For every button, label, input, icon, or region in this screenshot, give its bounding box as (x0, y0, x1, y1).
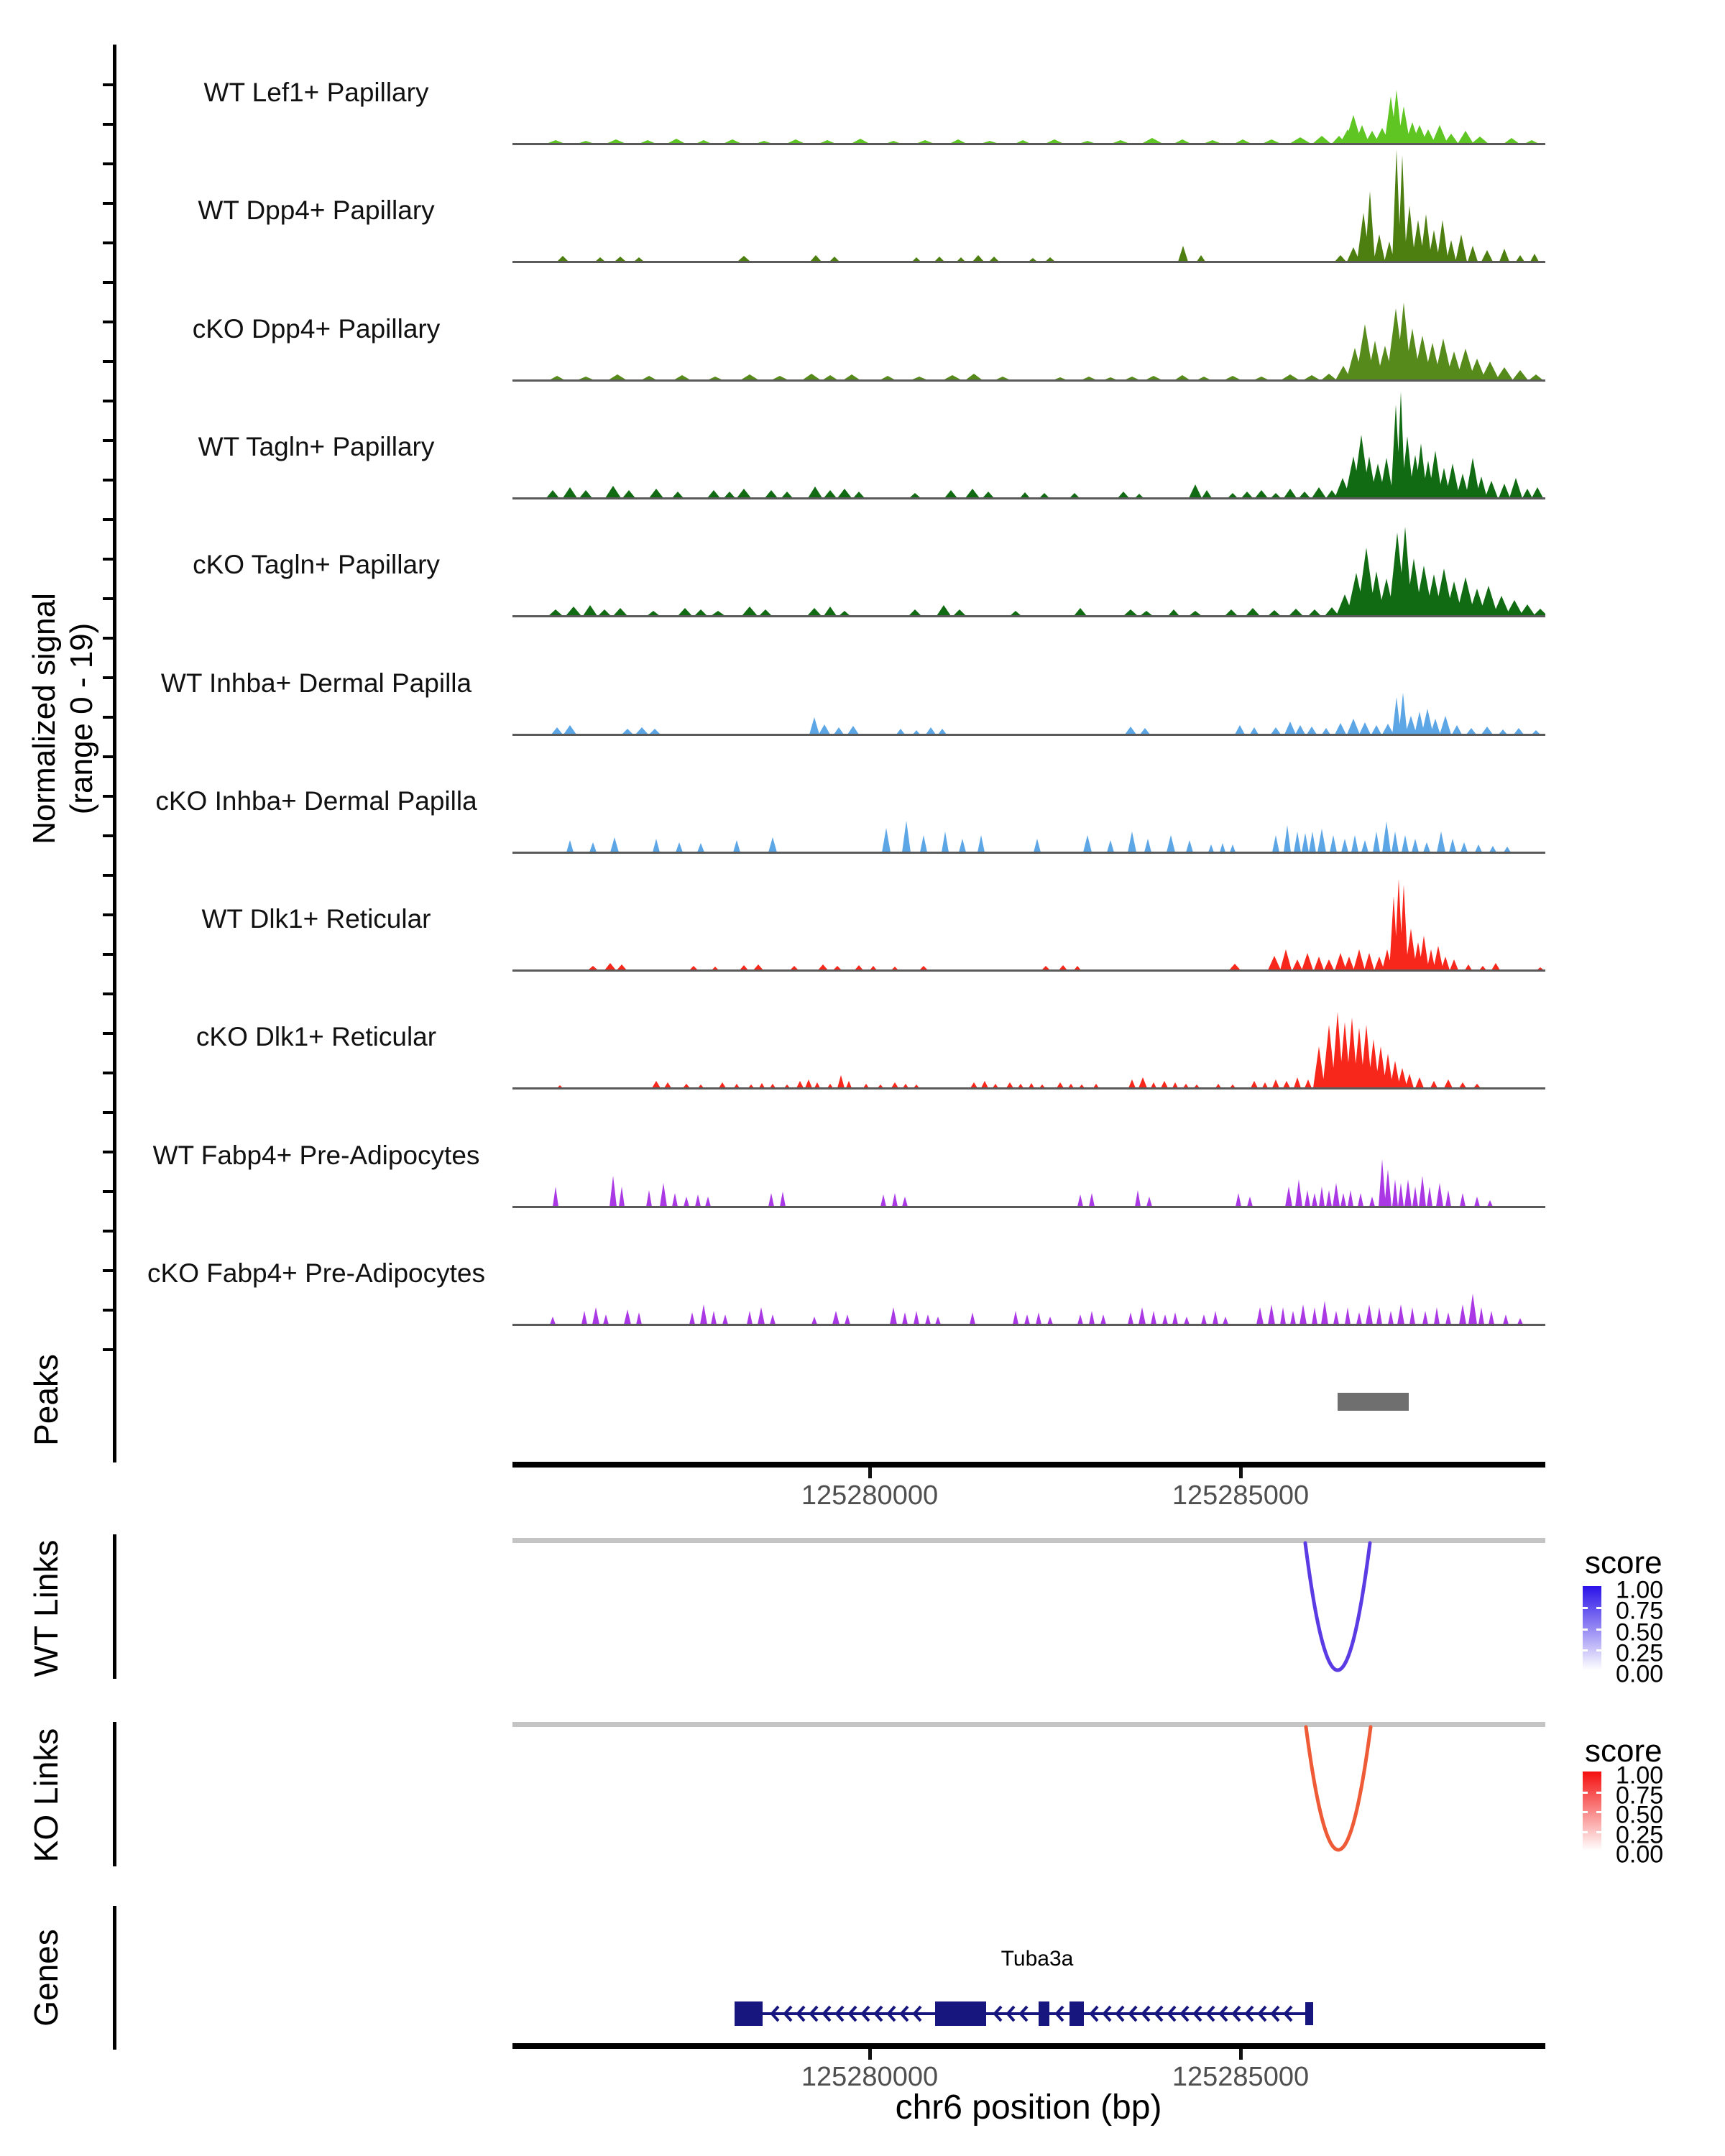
wt-legend-notch-right-2 (1596, 1649, 1601, 1651)
gene-exon-3 (1070, 2001, 1084, 2026)
gene-end-bar (1305, 2002, 1313, 2025)
genes-bracket (113, 1906, 116, 2050)
track-label-9: cKO Dlk1+ Reticular (196, 1022, 437, 1051)
track-baseline-6 (512, 734, 1545, 736)
track-signal-path-5 (548, 527, 1545, 616)
track-baseline-5 (512, 615, 1545, 617)
genome-axis-tick-2-1 (1239, 2049, 1243, 2060)
track-label-6: WT Inhba+ Dermal Papilla (160, 668, 472, 698)
ko-legend-value-1: 0.75 (1616, 1782, 1664, 1810)
track-baseline-11 (512, 1324, 1545, 1326)
y-axis-tick (103, 834, 113, 837)
y-axis-tick (103, 1230, 113, 1233)
track-baseline-7 (512, 852, 1545, 854)
y-axis-tick (103, 755, 113, 758)
track-label-4: WT Tagln+ Papillary (198, 432, 435, 461)
ko-legend-notch-left-1 (1583, 1811, 1588, 1813)
track-signal-5 (512, 502, 1545, 616)
track-signal-10 (512, 1093, 1545, 1207)
y-axis-tick (103, 1309, 113, 1312)
track-signal-3 (512, 267, 1545, 380)
track-baseline-9 (512, 1087, 1545, 1089)
y-axis-label-line2: (range 0 - 19) (64, 622, 99, 815)
peaks-section-label: Peaks (27, 1354, 65, 1446)
track-label-3: cKO Dpp4+ Papillary (192, 314, 441, 344)
ko-link-arc (1306, 1727, 1371, 1850)
wt-legend-notch-right-1 (1596, 1628, 1601, 1631)
y-axis-tick (103, 1072, 113, 1074)
wt-legend-notch-right-0 (1596, 1607, 1601, 1609)
track-baseline-3 (512, 379, 1545, 382)
wt-legend-notch-left-1 (1583, 1628, 1588, 1631)
track-signal-11 (512, 1211, 1545, 1325)
track-signal-path-8 (588, 879, 1544, 970)
ko-legend-notch-right-1 (1596, 1811, 1601, 1813)
track-signal-1 (512, 30, 1545, 144)
peaks-bracket (113, 1338, 116, 1462)
track-signal-path-4 (546, 392, 1543, 498)
track-label-8: WT Dlk1+ Reticular (201, 904, 431, 934)
track-baseline-2 (512, 261, 1545, 263)
y-axis-tick (103, 281, 113, 284)
wt-legend-notch-left-0 (1583, 1607, 1588, 1609)
wt-links-arcs (512, 1541, 1545, 1679)
genes-section-label: Genes (27, 1929, 65, 2027)
genome-axis-tick-2-0 (868, 2049, 872, 2060)
genome-axis-tick-label-2-1: 125285000 (1172, 2062, 1310, 2092)
track-signal-path-7 (566, 821, 1511, 852)
ko-legend-notch-left-0 (1583, 1792, 1588, 1794)
track-signal-path-10 (553, 1159, 1493, 1207)
ko-links-arcs (512, 1725, 1545, 1858)
y-axis-tick (103, 400, 113, 402)
genome-axis-tick-label-2-0: 125280000 (801, 2062, 939, 2092)
track-label-11: cKO Fabp4+ Pre-Adipocytes (147, 1258, 485, 1288)
y-axis-tick (103, 1348, 113, 1351)
gene-exon-0 (735, 2001, 763, 2026)
y-axis-tick (103, 716, 113, 719)
wt-link-arc (1305, 1543, 1370, 1670)
track-signal-8 (512, 857, 1545, 970)
wt-legend-notch-left-2 (1583, 1649, 1588, 1651)
wt-links-section-label: WT Links (27, 1539, 65, 1677)
wt-legend-value-3: 0.25 (1616, 1639, 1664, 1667)
track-signal-path-1 (546, 90, 1539, 144)
ko-legend-value-3: 0.25 (1616, 1821, 1664, 1849)
track-signal-2 (512, 148, 1545, 262)
wt-legend-value-1: 0.75 (1616, 1597, 1664, 1625)
peak-interval-bar (1338, 1393, 1409, 1411)
ko-legend-notch-right-0 (1596, 1792, 1601, 1794)
ko-links-section-label: KO Links (27, 1728, 65, 1863)
wt-legend-value-4: 0.00 (1616, 1660, 1664, 1688)
gene-body-line (735, 2012, 1313, 2015)
track-label-10: WT Fabp4+ Pre-Adipocytes (152, 1141, 480, 1170)
y-axis-tick (103, 1190, 113, 1193)
y-axis-tick (103, 241, 113, 244)
y-axis-tick (103, 953, 113, 956)
gene-exon-1 (935, 2001, 986, 2026)
track-baseline-4 (512, 497, 1545, 499)
gene-exon-2 (1039, 2001, 1049, 2026)
ko-legend-value-2: 0.50 (1616, 1801, 1664, 1829)
track-signal-path-6 (551, 693, 1540, 734)
y-axis-tick (103, 637, 113, 640)
y-axis-tick (103, 123, 113, 126)
genome-axis-tick-1-1 (1239, 1468, 1243, 1478)
y-axis-tick (103, 479, 113, 482)
gene-model (512, 1981, 1545, 2050)
track-baseline-8 (512, 969, 1545, 972)
ko-legend-notch-left-2 (1583, 1831, 1588, 1833)
x-axis-title: chr6 position (bp) (895, 2088, 1162, 2127)
track-baseline-10 (512, 1206, 1545, 1208)
genome-axis-tick-label-1-1: 125285000 (1172, 1480, 1310, 1511)
track-label-5: cKO Tagln+ Papillary (193, 550, 440, 579)
y-axis-tick (103, 874, 113, 877)
track-signal-path-2 (557, 149, 1539, 262)
ko-legend-title: score (1585, 1733, 1662, 1769)
wt-legend-value-2: 0.50 (1616, 1618, 1664, 1646)
genome-axis-tick-1-0 (868, 1468, 872, 1478)
track-signal-4 (512, 384, 1545, 498)
y-axis-tick (103, 597, 113, 600)
track-signal-path-3 (549, 303, 1543, 380)
y-axis-tick (103, 360, 113, 363)
y-axis-tick (103, 518, 113, 521)
wt-legend-value-0: 1.00 (1616, 1576, 1664, 1604)
track-signal-path-11 (550, 1294, 1523, 1325)
wt-legend-title: score (1585, 1545, 1662, 1580)
genome-axis-tick-label-1-0: 125280000 (801, 1480, 939, 1511)
y-axis-label-line1: Normalized signal (27, 593, 63, 844)
track-signal-9 (512, 975, 1545, 1088)
ko-legend-value-4: 0.00 (1616, 1841, 1664, 1869)
track-label-1: WT Lef1+ Papillary (203, 78, 429, 107)
track-baseline-1 (512, 143, 1545, 145)
track-signal-7 (512, 739, 1545, 852)
y-axis-tick (103, 992, 113, 995)
track-signal-path-9 (557, 1012, 1481, 1088)
genome-axis-line-1 (512, 1462, 1545, 1468)
y-axis-tick (103, 162, 113, 165)
gene-name-label: Tuba3a (1000, 1947, 1074, 1971)
track-label-2: WT Dpp4+ Papillary (198, 195, 435, 225)
ko-legend-value-0: 1.00 (1616, 1761, 1664, 1789)
track-label-7: cKO Inhba+ Dermal Papilla (155, 786, 477, 816)
ko-legend-notch-right-2 (1596, 1831, 1601, 1833)
wt-links-bracket (113, 1534, 116, 1679)
track-signal-6 (512, 621, 1545, 734)
y-axis-tick (103, 1111, 113, 1114)
ko-links-bracket (113, 1722, 116, 1866)
